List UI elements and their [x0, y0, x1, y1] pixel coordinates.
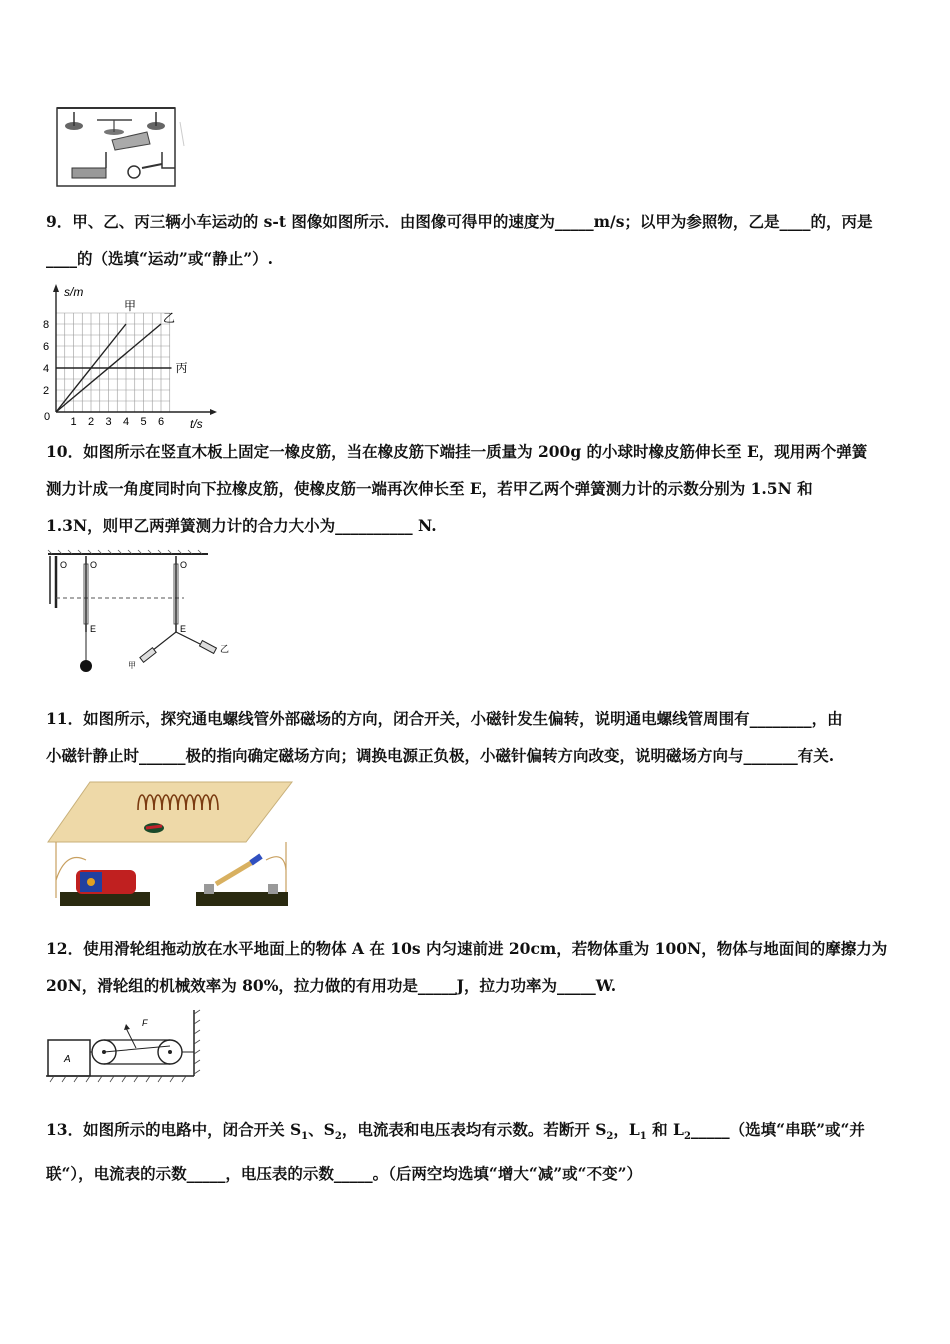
question-10-line-2: 测力计成一角度同时向下拉橡皮筋，使橡皮筋一端再次伸长至 E，若甲乙两个弹簧测力计的示数分别为 1.5N 和	[46, 479, 813, 498]
question-12-line-1: 12．使用滑轮组拖动放在水平地面上的物体 A 在 10s 内匀速前进 20cm，若物体重为 100N，物体与地面间的摩擦力为	[46, 939, 888, 958]
apparatus-figure-top	[52, 102, 197, 192]
x-tick-label: 6	[158, 416, 165, 428]
label-e-1: E	[90, 624, 97, 634]
question-11-line-2: 小磁针静止时______极的指向确定磁场方向；调换电源正负极，小磁针偏转方向改变，说明磁场方向与_______有关.	[46, 746, 835, 765]
y-tick-label: 2	[43, 385, 50, 397]
label-o-3: O	[180, 560, 188, 570]
label-jia: 甲	[128, 661, 136, 670]
y-tick-label: 6	[43, 341, 50, 353]
x-tick-label: 3	[105, 416, 112, 428]
st-graph	[40, 282, 220, 432]
series-label-1: 甲	[124, 299, 137, 313]
solenoid-figure	[46, 780, 296, 915]
x-tick-label: 4	[123, 416, 130, 428]
question-12-line-2: 20N，滑轮组的机械效率为 80%，拉力做的有用功是_____J，拉力功率为_____W.	[46, 976, 617, 995]
y-axis-label: s/m	[64, 285, 84, 299]
label-yi: 乙	[220, 644, 230, 654]
y-tick-label: 8	[43, 319, 50, 331]
question-10-line-3: 1.3N，则甲乙两弹簧测力计的合力大小为__________ N.	[46, 516, 437, 535]
x-axis-arrow	[210, 409, 217, 415]
series-label-2: 乙	[163, 311, 176, 325]
series-label-3: 丙	[175, 361, 188, 375]
label-f: F	[142, 1018, 148, 1028]
question-12	[46, 930, 908, 1004]
pulley-figure	[44, 1008, 214, 1088]
question-9-line-2: ____的（选填“运动”或“静止”）.	[46, 249, 274, 268]
question-9	[46, 203, 908, 277]
label-o-1: O	[60, 560, 68, 570]
x-tick-label: 1	[70, 416, 77, 428]
question-10	[46, 433, 908, 544]
x-tick-label: 2	[88, 416, 95, 428]
question-11-line-1: 11．如图所示，探究通电螺线管外部磁场的方向，闭合开关，小磁针发生偏转，说明通电螺线管周围有________，由	[46, 709, 843, 728]
question-9-line-1: 9．甲、乙、丙三辆小车运动的 s-t 图像如图所示．由图像可得甲的速度为_____m/s；以甲为参照物，乙是____的，丙是	[46, 212, 873, 231]
y-axis-arrow	[53, 284, 59, 292]
question-10-line-1: 10．如图所示在竖直木板上固定一橡皮筋，当在橡皮筋下端挂一质量为 200g 的小球时橡皮筋伸长至 E，现用两个弹簧	[46, 442, 868, 461]
label-o-2: O	[90, 560, 98, 570]
origin-label: 0	[44, 411, 51, 423]
label-a: A	[64, 1054, 71, 1065]
rubber-band-figure	[44, 548, 244, 673]
question-13-line-2: 联“），电流表的示数_____，电压表的示数_____。（后两空均选填“增大“减”或“不变”）	[46, 1164, 642, 1184]
question-13	[46, 1111, 908, 1192]
label-e-2: E	[180, 624, 187, 634]
y-tick-label: 4	[43, 363, 50, 375]
x-axis-label: t/s	[190, 417, 203, 431]
question-13-line-1: 13．如图所示的电路中，闭合开关 $S_1$、$S_2$，电流表和电压表均有示数。若断开 $S_2$，$L_1$ 和 $L_2\_\_\_\_\_$（选填“串联”或“并	[46, 1120, 865, 1143]
question-11	[46, 700, 908, 774]
x-tick-label: 5	[140, 416, 147, 428]
